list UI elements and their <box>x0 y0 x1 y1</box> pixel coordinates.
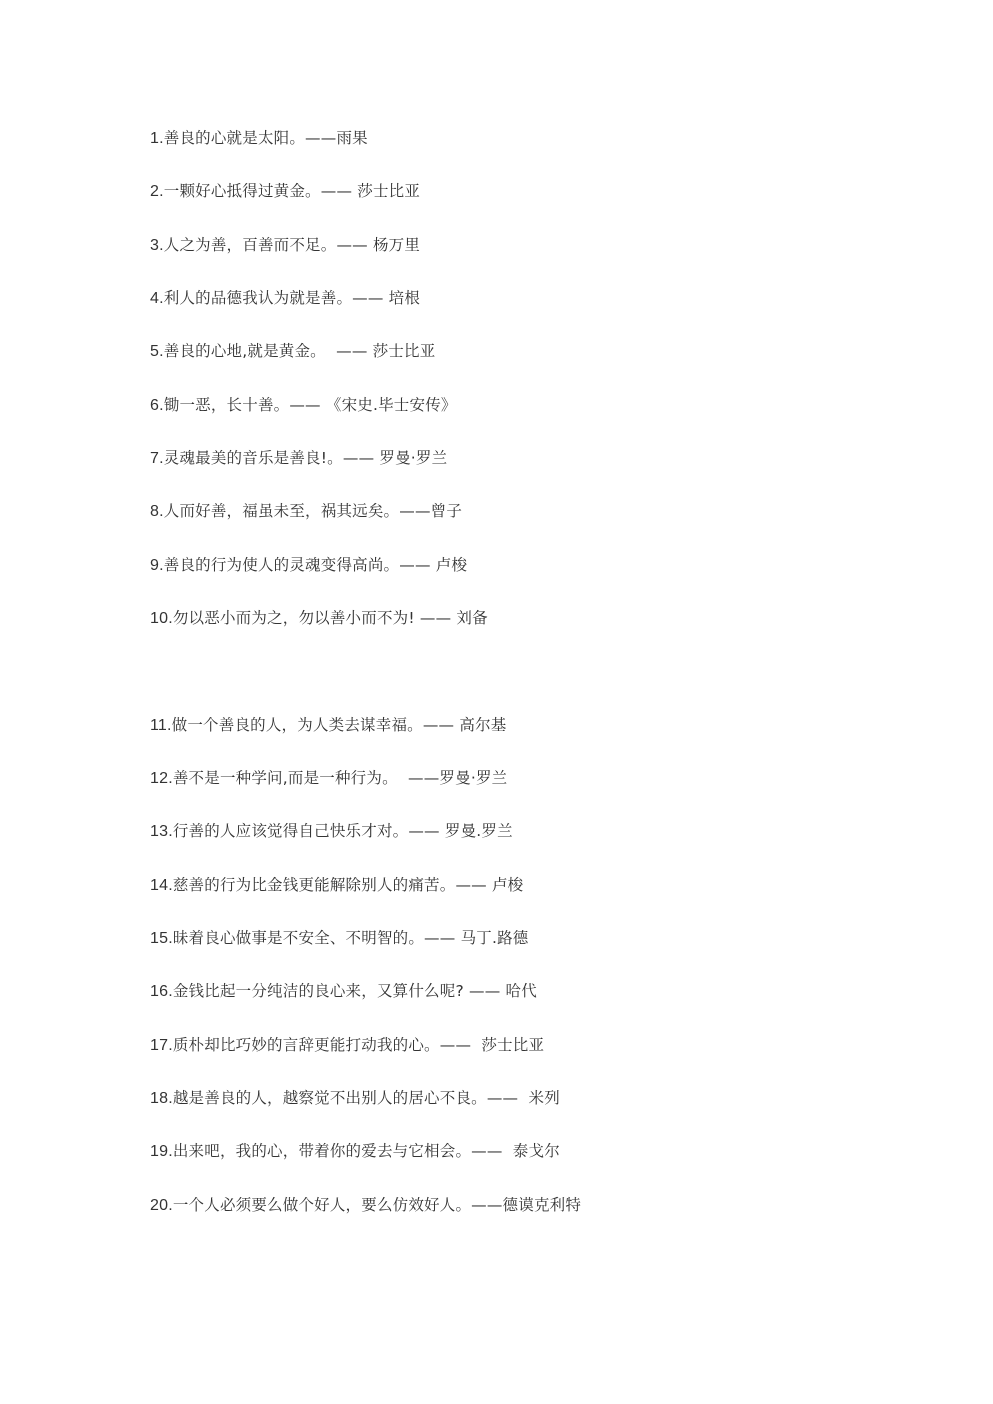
quote-text: 善良的行为使人的灵魂变得高尚。—— 卢梭 <box>163 556 468 574</box>
quote-line <box>150 875 523 895</box>
quote-number: 10. <box>150 610 173 627</box>
quote-text: 善良的心地,就是黄金。 —— 莎士比亚 <box>163 342 436 360</box>
quote-line <box>150 1035 544 1055</box>
quote-number: 4. <box>150 290 164 307</box>
quote-number: 19. <box>150 1143 173 1160</box>
quote-text: 质朴却比巧妙的言辞更能打动我的心。—— 莎士比亚 <box>172 1036 545 1054</box>
quote-text: 昧着良心做事是不安全、不明智的。—— 马丁.路德 <box>172 929 529 947</box>
quote-line <box>150 501 462 521</box>
quote-line <box>150 341 435 361</box>
quote-line <box>150 928 529 948</box>
quote-text: 慈善的行为比金钱更能解除别人的痛苦。—— 卢梭 <box>172 876 524 894</box>
quote-number: 1. <box>150 130 164 147</box>
quote-text: 出来吧，我的心，带着你的爱去与它相会。—— 泰戈尔 <box>172 1142 560 1160</box>
quote-line <box>150 235 420 255</box>
quote-number: 5. <box>150 343 164 360</box>
quote-number: 20. <box>150 1197 173 1214</box>
quote-text: 人之为善，百善而不足。—— 杨万里 <box>163 236 421 254</box>
quote-text: 锄一恶，长十善。—— 《宋史.毕士安传》 <box>163 396 457 414</box>
quote-line <box>150 608 488 628</box>
quote-text: 勿以恶小而为之，勿以善小而不为! —— 刘备 <box>172 609 488 627</box>
quote-line <box>150 288 420 308</box>
quote-line <box>150 555 467 575</box>
quote-number: 18. <box>150 1090 173 1107</box>
quote-text: 人而好善，福虽未至，祸其远矣。——曾子 <box>163 502 463 520</box>
quote-text: 善不是一种学问,而是一种行为。 ——罗曼·罗兰 <box>172 769 508 787</box>
quote-line <box>150 181 420 201</box>
quote-text: 做一个善良的人，为人类去谋幸福。—— 高尔基 <box>171 716 507 734</box>
quote-number: 15. <box>150 930 173 947</box>
quote-line <box>150 715 507 735</box>
quote-text: 金钱比起一分纯洁的良心来，又算什么呢? —— 哈代 <box>172 982 537 1000</box>
quote-number: 8. <box>150 503 164 520</box>
quote-number: 16. <box>150 983 173 1000</box>
quote-number: 13. <box>150 823 173 840</box>
quote-number: 12. <box>150 770 173 787</box>
quote-text: 利人的品德我认为就是善。—— 培根 <box>163 289 421 307</box>
quote-number: 6. <box>150 397 164 414</box>
quote-line <box>150 821 513 841</box>
quote-number: 14. <box>150 877 173 894</box>
quote-text: 一颗好心抵得过黄金。—— 莎士比亚 <box>163 182 421 200</box>
quote-number: 11. <box>150 717 172 734</box>
quote-number: 17. <box>150 1037 173 1054</box>
quote-number: 3. <box>150 237 164 254</box>
quote-text: 善良的心就是太阳。——雨果 <box>163 129 368 147</box>
quote-text: 一个人必须要么做个好人，要么仿效好人。——德谟克利特 <box>172 1196 582 1214</box>
quote-line <box>150 768 507 788</box>
quote-line <box>150 448 447 468</box>
quote-text: 越是善良的人，越察觉不出别人的居心不良。—— 米列 <box>172 1089 560 1107</box>
quote-line <box>150 1141 560 1161</box>
quote-line <box>150 1195 581 1215</box>
quote-number: 7. <box>150 450 164 467</box>
quote-line <box>150 395 457 415</box>
quote-number: 2. <box>150 183 164 200</box>
quote-line <box>150 981 537 1001</box>
quote-number: 9. <box>150 557 164 574</box>
quote-text: 行善的人应该觉得自己快乐才对。—— 罗曼.罗兰 <box>172 822 513 840</box>
quote-line <box>150 128 368 148</box>
quote-line <box>150 1088 560 1108</box>
quote-text: 灵魂最美的音乐是善良!。—— 罗曼·罗兰 <box>163 449 448 467</box>
